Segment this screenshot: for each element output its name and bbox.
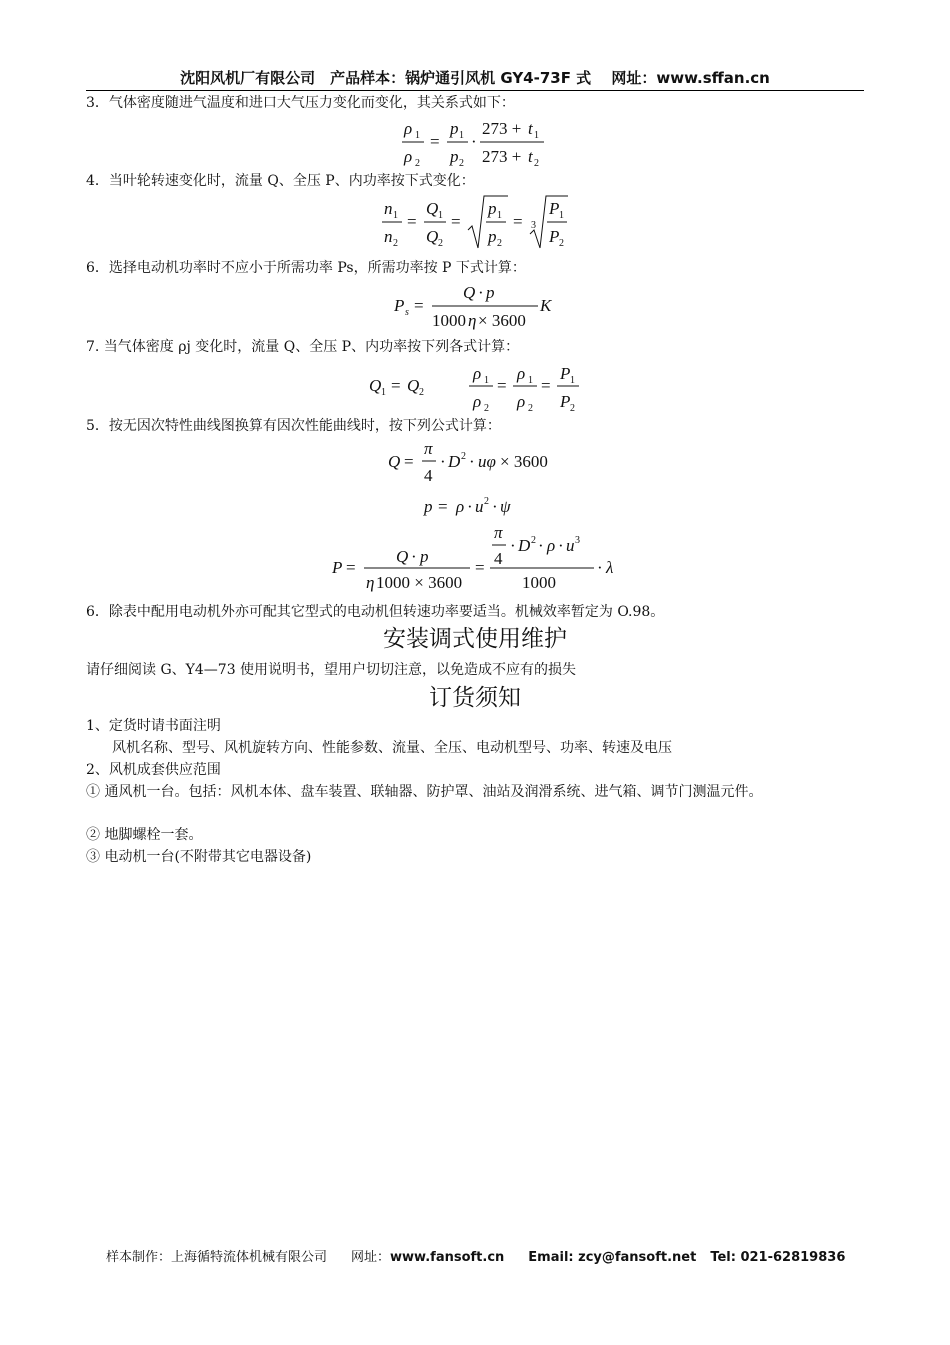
svg-text:p: p xyxy=(420,547,429,566)
svg-text:P: P xyxy=(549,227,560,246)
svg-text:p: p xyxy=(488,227,497,246)
svg-text:Q: Q xyxy=(426,227,439,246)
svg-text:Q: Q xyxy=(426,199,439,218)
svg-text:·: · xyxy=(467,497,473,516)
svg-text:ρ: ρ xyxy=(547,536,556,555)
svg-text:·: · xyxy=(510,536,516,555)
svg-text:uφ: uφ xyxy=(478,452,496,471)
svg-text:·: · xyxy=(440,452,446,471)
item-3-text: 3．气体密度随进气温度和进口大气压力变化而变化，其关系式如下： xyxy=(86,95,515,111)
svg-text:·: · xyxy=(538,536,544,555)
svg-text:u: u xyxy=(475,497,484,516)
svg-text:1: 1 xyxy=(570,375,575,386)
page-footer xyxy=(106,1246,845,1265)
svg-text:1: 1 xyxy=(381,387,386,398)
order-item-1-detail: 风机名称、型号、风机旋转方向、性能参数、流量、全压、电动机型号、功率、转速及电压 xyxy=(112,740,672,756)
svg-text:1000: 1000 xyxy=(432,311,466,330)
svg-text:t: t xyxy=(528,119,533,138)
svg-text:ρ: ρ xyxy=(473,392,482,411)
svg-text:2: 2 xyxy=(497,238,502,249)
item-5-text: 5．按无因次特性曲线图换算有因次性能曲线时，按下列公式计算： xyxy=(86,418,501,434)
install-text: 请仔细阅读 G、Y4—73 使用说明书，望用户切切注意，以免造成不应有的损失 xyxy=(86,662,577,678)
svg-text:=: = xyxy=(407,212,417,231)
svg-text:× 3600: × 3600 xyxy=(500,452,548,471)
svg-text:1: 1 xyxy=(534,130,539,141)
svg-text:2: 2 xyxy=(559,238,564,249)
order-heading: 订货须知 xyxy=(429,685,521,711)
svg-text:1: 1 xyxy=(459,130,464,141)
svg-text:2: 2 xyxy=(459,158,464,168)
svg-text:D: D xyxy=(448,452,461,471)
svg-text:K: K xyxy=(540,296,552,315)
footer-email[interactable]: Email: zcy@fansoft.net xyxy=(528,1250,697,1265)
svg-text:1000: 1000 xyxy=(522,573,556,592)
svg-text:Q: Q xyxy=(369,376,382,395)
svg-text:π: π xyxy=(494,524,503,542)
svg-text:ψ: ψ xyxy=(500,497,511,516)
svg-text:2: 2 xyxy=(534,158,539,168)
svg-text:Q: Q xyxy=(407,376,420,395)
svg-text:η: η xyxy=(366,573,375,592)
item-6b-text: 6．除表中配用电动机外亦可配其它型式的电动机但转速功率要适当。机械效率暂定为 O.98。 xyxy=(86,604,665,620)
order-item-2: 2、风机成套供应范围 xyxy=(86,762,221,778)
svg-text:=: = xyxy=(404,452,414,471)
svg-text:p: p xyxy=(450,119,459,138)
svg-text:1: 1 xyxy=(393,210,398,221)
svg-text:1: 1 xyxy=(528,375,533,386)
svg-text:1: 1 xyxy=(497,210,502,221)
svg-text:1: 1 xyxy=(559,210,564,221)
svg-text:=: = xyxy=(414,296,424,315)
svg-text:273 +: 273 + xyxy=(482,119,522,138)
formula-pressure xyxy=(420,490,530,524)
svg-text:3: 3 xyxy=(531,220,536,231)
svg-text:2: 2 xyxy=(570,403,575,413)
svg-text:η: η xyxy=(468,311,477,330)
svg-text:u: u xyxy=(566,536,575,555)
svg-text:=: = xyxy=(438,497,448,516)
svg-text:=: = xyxy=(475,558,485,577)
svg-text:2: 2 xyxy=(438,238,443,249)
svg-text:ρ: ρ xyxy=(404,147,413,166)
svg-text:2: 2 xyxy=(528,403,533,413)
svg-text:Q: Q xyxy=(396,547,409,566)
item-6-text: 6．选择电动机功率时不应小于所需功率 Ps，所需功率按 P 下式计算： xyxy=(86,260,526,276)
svg-text:P: P xyxy=(560,364,571,383)
order-item-2-c: ③ 电动机一台(不附带其它电器设备) xyxy=(86,849,312,865)
svg-text:ρ: ρ xyxy=(456,497,465,516)
svg-text:π: π xyxy=(424,439,433,458)
svg-text:D: D xyxy=(518,536,531,555)
svg-text:P: P xyxy=(549,199,560,218)
svg-text:n: n xyxy=(384,227,393,246)
svg-text:=: = xyxy=(451,212,461,231)
svg-text:t: t xyxy=(528,147,533,166)
svg-text:2: 2 xyxy=(461,451,466,462)
svg-text:Q: Q xyxy=(388,452,401,471)
svg-text:·: · xyxy=(558,536,564,555)
svg-text:=: = xyxy=(391,376,401,395)
order-item-2-a: ① 通风机一台。包括：风机本体、盘车装置、联轴器、防护罩、油站及润滑系统、进气箱、调节门测温元件。 xyxy=(86,784,763,800)
footer-web-label: 网址： xyxy=(351,1250,391,1265)
svg-text:λ: λ xyxy=(606,558,614,577)
svg-text:p: p xyxy=(486,283,495,302)
svg-text:p: p xyxy=(488,199,497,218)
svg-text:=: = xyxy=(430,132,440,151)
svg-text:Q: Q xyxy=(463,283,476,302)
page-header: 沈阳风机厂有限公司 产品样本：锅炉通引风机 GY4-73F 式 网址：www.sffan.cn xyxy=(86,68,864,91)
svg-text:·: · xyxy=(411,547,417,566)
install-heading: 安装调式使用维护 xyxy=(383,626,567,652)
svg-text:p: p xyxy=(450,147,459,166)
svg-text:ρ: ρ xyxy=(404,119,413,138)
svg-text:1: 1 xyxy=(484,375,489,386)
svg-text:P: P xyxy=(394,296,405,315)
formula-power xyxy=(390,280,565,336)
svg-text:ρ: ρ xyxy=(517,392,526,411)
svg-text:=: = xyxy=(541,376,551,395)
svg-text:1: 1 xyxy=(415,130,420,141)
order-item-2-b: ② 地脚螺栓一套。 xyxy=(86,827,203,843)
footer-web-link[interactable]: www.fansoft.cn xyxy=(390,1250,505,1265)
formula-speed xyxy=(380,194,580,254)
svg-text:2: 2 xyxy=(531,535,536,546)
svg-text:2: 2 xyxy=(484,403,489,413)
svg-text:·: · xyxy=(478,283,484,302)
svg-text:ρ: ρ xyxy=(473,364,482,383)
svg-text:3: 3 xyxy=(575,535,580,546)
svg-text:4: 4 xyxy=(424,466,433,485)
svg-text:1: 1 xyxy=(438,210,443,221)
svg-text:·: · xyxy=(471,132,477,151)
svg-text:=: = xyxy=(497,376,507,395)
svg-text:4: 4 xyxy=(494,549,503,568)
svg-text:s: s xyxy=(405,307,409,318)
svg-text:=: = xyxy=(346,558,356,577)
svg-text:P: P xyxy=(560,392,571,411)
svg-text:·: · xyxy=(469,452,475,471)
order-item-1: 1、定货时请书面注明 xyxy=(86,718,221,734)
formula-flow xyxy=(384,437,569,493)
svg-text:2: 2 xyxy=(484,496,489,507)
svg-text:·: · xyxy=(597,558,603,577)
svg-text:× 3600: × 3600 xyxy=(478,311,526,330)
svg-text:273 +: 273 + xyxy=(482,147,522,166)
svg-text:P: P xyxy=(332,558,343,577)
item-7-text: 7. 当气体密度 ρj 变化时，流量 Q、全压 P、内功率按下列各式计算： xyxy=(86,339,520,355)
svg-text:p: p xyxy=(424,497,433,516)
svg-text:·: · xyxy=(492,497,498,516)
formula-density-change xyxy=(365,359,585,417)
svg-text:ρ: ρ xyxy=(517,364,526,383)
formula-shaft-power xyxy=(328,524,628,600)
svg-text:1000 × 3600: 1000 × 3600 xyxy=(376,573,463,592)
svg-text:2: 2 xyxy=(419,387,424,398)
formula-density xyxy=(400,116,560,172)
footer-maker: 样本制作：上海循特流体机械有限公司 xyxy=(106,1250,328,1265)
svg-text:n: n xyxy=(384,199,393,218)
svg-text:=: = xyxy=(513,212,523,231)
svg-text:2: 2 xyxy=(415,158,420,168)
item-4-text: 4．当叶轮转速变化时，流量 Q、全压 P、内功率按下式变化： xyxy=(86,173,475,189)
svg-text:2: 2 xyxy=(393,238,398,249)
footer-tel: Tel: 021-62819836 xyxy=(710,1250,846,1265)
